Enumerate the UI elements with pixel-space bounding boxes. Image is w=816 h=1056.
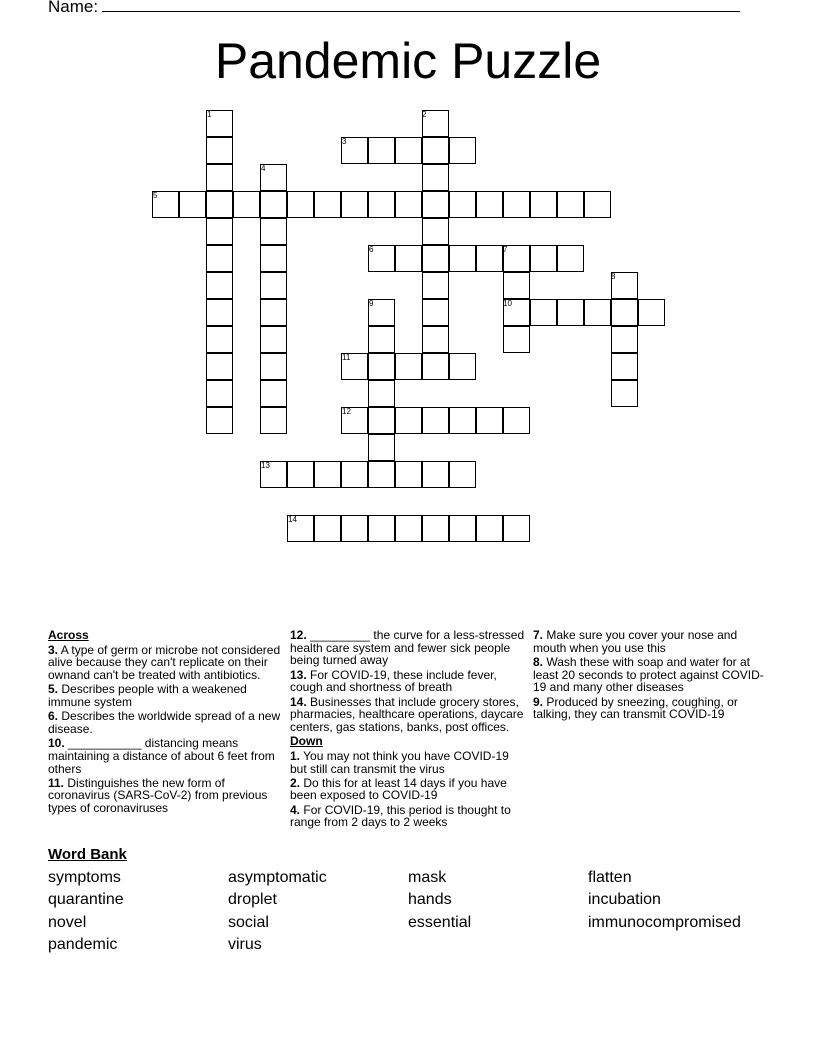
crossword-cell[interactable] [422, 353, 449, 380]
crossword-cell[interactable] [233, 191, 260, 218]
crossword-cell[interactable] [584, 191, 611, 218]
crossword-cell[interactable] [314, 191, 341, 218]
word-bank-item: flatten [588, 869, 632, 886]
crossword-cell[interactable] [287, 191, 314, 218]
crossword-cell[interactable] [422, 191, 449, 218]
clue: 6. Describes the worldwide spread of a new disease. [48, 709, 281, 736]
crossword-cell[interactable] [368, 353, 395, 380]
crossword-cell[interactable] [557, 245, 584, 272]
clue: 9. Produced by sneezing, coughing, or talking, they can transmit COVID-19 [533, 694, 738, 722]
crossword-cell[interactable] [368, 461, 395, 488]
clue-number: 3 [342, 137, 347, 146]
crossword-cell[interactable] [557, 299, 584, 326]
crossword-cell[interactable] [395, 461, 422, 488]
crossword-cell[interactable] [476, 515, 503, 542]
crossword-cell[interactable] [503, 515, 530, 542]
clue: 8. Wash these with soap and water for at least 20 seconds to protect against COVID-19 and many other diseases [533, 654, 764, 695]
clue-number: 7 [503, 245, 508, 254]
crossword-cell[interactable] [503, 272, 530, 299]
page-title: Pandemic Puzzle [214, 33, 602, 89]
crossword-cell[interactable] [287, 461, 314, 488]
crossword-cell[interactable] [206, 191, 233, 218]
clue: 12. _________ the curve for a less-stressed health care system and fewer sick people being turned away [290, 628, 525, 668]
crossword-cell[interactable] [476, 407, 503, 434]
word-bank-item: pandemic [48, 936, 118, 953]
word-bank-item: mask [408, 869, 447, 886]
clue-number: 10 [503, 299, 512, 308]
word-bank-item: asymptomatic [228, 869, 327, 886]
crossword-cell[interactable] [206, 353, 233, 380]
word-bank-item: immunocompromised [588, 914, 741, 931]
crossword-cell[interactable] [206, 299, 233, 326]
crossword-cell[interactable] [260, 353, 287, 380]
down-heading: Down [290, 734, 323, 749]
crossword-cell[interactable] [422, 299, 449, 326]
crossword-cell[interactable] [206, 164, 233, 191]
clue-number: 6 [369, 245, 374, 254]
crossword-cell[interactable] [260, 407, 287, 434]
crossword-cell[interactable] [449, 245, 476, 272]
crossword-cell[interactable] [395, 191, 422, 218]
crossword-cell[interactable] [260, 380, 287, 407]
clue: 1. You may not think you have COVID-19 but still can transmit the virus [290, 748, 509, 776]
crossword-cell[interactable] [449, 191, 476, 218]
crossword-cell[interactable] [530, 299, 557, 326]
crossword-cell[interactable] [260, 272, 287, 299]
crossword-cell[interactable] [368, 191, 395, 218]
word-bank-item: social [228, 914, 269, 931]
clue: 3. A type of germ or microbe not considered alive because they can't replicate on their ownand can't be treated with antibiotics. [48, 642, 281, 683]
clue: 7. Make sure you cover your nose and mouth when you use this [533, 628, 738, 655]
crossword-cell[interactable] [368, 407, 395, 434]
crossword-cell[interactable] [368, 434, 395, 461]
crossword-cell[interactable] [449, 353, 476, 380]
clue-number: 9 [369, 299, 374, 308]
crossword-cell[interactable] [422, 245, 449, 272]
crossword-cell[interactable] [449, 407, 476, 434]
crossword-cell[interactable] [260, 326, 287, 353]
clue-number: 5 [153, 191, 158, 200]
crossword-cell[interactable] [368, 380, 395, 407]
crossword-cell[interactable] [422, 461, 449, 488]
crossword-cell[interactable] [260, 245, 287, 272]
clue-number: 13 [261, 461, 270, 470]
crossword-cell[interactable] [341, 515, 368, 542]
crossword-cell[interactable] [611, 353, 638, 380]
crossword-cell[interactable] [179, 191, 206, 218]
crossword-cell[interactable] [449, 515, 476, 542]
crossword-cell[interactable] [395, 353, 422, 380]
crossword-cell[interactable] [206, 326, 233, 353]
clue-number: 11 [342, 353, 351, 362]
crossword-cell[interactable] [206, 407, 233, 434]
clue: 13. For COVID-19, these include fever, cough and shortness of breath [290, 667, 497, 695]
crossword-cell[interactable] [638, 299, 665, 326]
crossword-cell[interactable] [557, 191, 584, 218]
clue: 10. ___________ distancing means maintaining a distance of about 6 feet from others [48, 736, 275, 776]
crossword-cell[interactable] [314, 515, 341, 542]
clues-column-2 [290, 629, 526, 831]
word-bank-item: virus [228, 936, 262, 953]
word-bank-item: quarantine [48, 891, 124, 908]
crossword-cell[interactable] [206, 137, 233, 164]
crossword-cell[interactable] [422, 218, 449, 245]
across-heading: Across [48, 628, 89, 642]
crossword-cell[interactable] [395, 407, 422, 434]
crossword-cell[interactable] [206, 245, 233, 272]
crossword-cell[interactable] [422, 407, 449, 434]
clue-number: 1 [207, 110, 212, 119]
clue-number: 8 [611, 272, 616, 281]
crossword-cell[interactable] [422, 272, 449, 299]
clue: 4. For COVID-19, this period is thought to range from 2 days to 2 weeks [290, 802, 511, 830]
crossword-cell[interactable] [503, 407, 530, 434]
crossword-cell[interactable] [449, 137, 476, 164]
crossword-cell[interactable] [611, 380, 638, 407]
crossword-cell[interactable] [395, 245, 422, 272]
clue: 11. Distinguishes the new form of coronavirus (SARS-CoV-2) from previous types of coronaviruses [48, 775, 268, 816]
word-bank-item: incubation [588, 891, 661, 908]
crossword-cell[interactable] [422, 164, 449, 191]
name-label: Name: [48, 0, 99, 16]
crossword-cell[interactable] [260, 218, 287, 245]
crossword-cell[interactable] [584, 299, 611, 326]
crossword-cell[interactable] [368, 326, 395, 353]
clue-number: 2 [422, 110, 427, 119]
crossword-cell[interactable] [341, 461, 368, 488]
crossword-cell[interactable] [422, 137, 449, 164]
crossword-cell[interactable] [530, 191, 557, 218]
crossword-cell[interactable] [314, 461, 341, 488]
crossword-cell[interactable] [476, 191, 503, 218]
clue: 5. Describes people with a weakened immune system [48, 682, 247, 710]
crossword-cell[interactable] [611, 326, 638, 353]
word-bank-item: hands [408, 891, 452, 908]
crossword-cell[interactable] [503, 326, 530, 353]
crossword-cell[interactable] [260, 191, 287, 218]
clue: 14. Businesses that include grocery stores, pharmacies, healthcare operations, daycare centers, gas stations, banks, post offices. [290, 694, 524, 734]
crossword-cell[interactable] [476, 245, 503, 272]
word-bank-item: symptoms [48, 869, 121, 886]
word-bank-item: novel [48, 914, 87, 931]
clue: 2. Do this for at least 14 days if you have been exposed to COVID-19 [290, 775, 507, 803]
crossword-cell[interactable] [206, 380, 233, 407]
crossword-cell[interactable] [368, 515, 395, 542]
crossword-cell[interactable] [530, 245, 557, 272]
crossword-cell[interactable] [503, 191, 530, 218]
crossword-cell[interactable] [341, 191, 368, 218]
word-bank-item: essential [408, 914, 472, 931]
crossword-cell[interactable] [449, 461, 476, 488]
crossword-cell[interactable] [260, 299, 287, 326]
crossword-cell[interactable] [422, 515, 449, 542]
crossword-cell[interactable] [368, 137, 395, 164]
crossword-cell[interactable] [395, 515, 422, 542]
clues-column-3 [533, 629, 769, 722]
word-bank-item: droplet [228, 891, 277, 908]
crossword-cell[interactable] [395, 137, 422, 164]
clue-number: 4 [261, 164, 266, 173]
clues-column-1 [48, 629, 284, 816]
crossword-cell[interactable] [206, 272, 233, 299]
crossword-cell[interactable] [422, 326, 449, 353]
crossword-cell[interactable] [206, 218, 233, 245]
clue-number: 14 [288, 515, 297, 524]
crossword-cell[interactable] [611, 299, 638, 326]
clue-number: 12 [342, 407, 351, 416]
word-bank-title: Word Bank [48, 846, 127, 863]
